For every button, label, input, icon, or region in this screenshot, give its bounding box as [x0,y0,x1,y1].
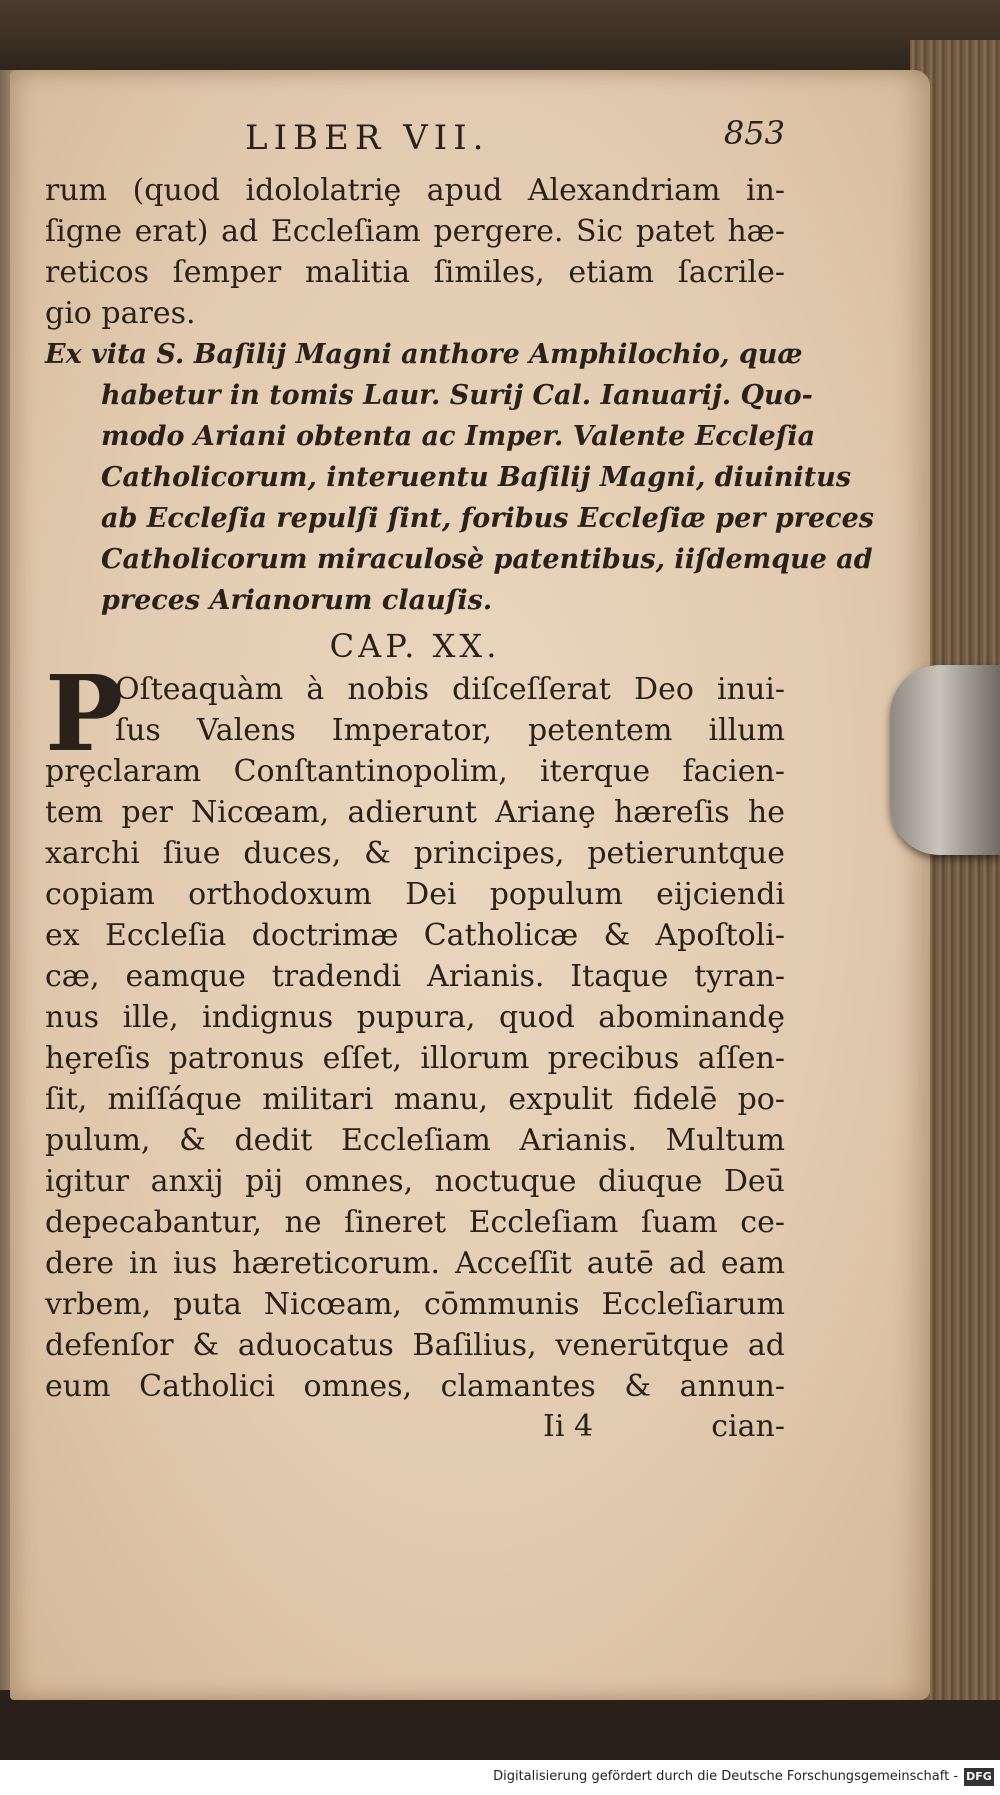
text-line: xarchi ſiue duces, & principes, petieruntque [45,836,785,871]
text-line: eum Catholici omnes, clamantes & annun- [45,1369,785,1404]
main-paragraph [45,652,785,1407]
text-line: Oſteaquàm à nobis diſceſſerat Deo inui- [115,672,785,707]
text-line: ex Eccleſia doctrimæ Catholicæ & Apoſtoli- [45,918,785,953]
text-line: prȩclaram Conſtantinopolim, iterque facien- [45,754,785,789]
text-line: rum (quod idololatriȩ apud Alexandriam in- [45,173,785,208]
page-number: 853 [723,114,785,152]
heading-line: Catholicorum miraculosè patentibus, iiſdemque ad [101,544,873,575]
heading-line: ab Eccleſia repulſi ſint, foribus Eccleſiæ per preces [101,503,874,534]
catchword: cian- [711,1409,785,1444]
opening-paragraph [45,170,785,334]
text-line: defenſor & aduocatus Baſilius, venerūtque ad [45,1328,785,1363]
text-line: ſit, miſſáque militari manu, expulit fidelē po- [45,1082,785,1117]
text-line: depecabantur, ne ſineret Eccleſiam ſuam ce- [45,1205,785,1240]
text-line: pulum, & dedit Eccleſiam Arianis. Multum [45,1123,785,1158]
text-line: igitur anxij pij omnes, noctuque diuque Deū [45,1164,785,1199]
text-line: copiam orthodoxum Dei populum eijciendi [45,877,785,912]
chapter-heading-summary [45,334,874,621]
page-text [45,114,874,1453]
digitization-credit: Digitalisierung gefördert durch die Deutsche Forschungsgemeinschaft - [493,1769,958,1784]
heading-line: Ex vita S. Baſilij Magni anthore Amphilochio, quæ [45,339,803,370]
text-line: tem per Nicœam, adierunt Arianȩ hæreſis he [45,795,785,830]
heading-line: modo Ariani obtenta ac Imper. Valente Eccleſia [101,421,816,452]
text-line: reticos ſemper malitia ſimiles, etiam ſacrile- [45,255,785,290]
drop-capital: P [45,652,124,775]
text-line: ſigne erat) ad Eccleſiam pergere. Sic patet hæ- [45,214,785,249]
text-line: dere in ius hæreticorum. Acceſſit autē ad eam [45,1246,785,1281]
text-line: gio pares. [45,296,196,331]
text-line: cæ, eamque tradendi Arianis. Itaque tyran- [45,959,785,994]
book-top-edge [0,0,1000,75]
running-title: LIBER VII. [245,118,490,158]
chapter-title: CAP. XX. [329,627,501,665]
page-footer [45,1409,785,1453]
text-line: hȩreſis patronus eſſet, illorum precibus aſſen- [45,1041,785,1076]
book-clip [890,665,1000,855]
dfg-logo-icon: DFG [964,1768,994,1786]
credit-bar [0,1760,1000,1795]
signature-mark: Ii 4 [543,1409,594,1444]
text-line: ſus Valens Imperator, petentem illum [115,713,785,748]
heading-line: habetur in tomis Laur. Surij Cal. Ianuarij. Quo- [101,380,813,411]
text-line: vrbem, puta Nicœam, cōmmunis Eccleſiarum [45,1287,785,1322]
page-header [45,114,785,170]
heading-line: Catholicorum, interuentu Baſilij Magni, diuinitus [101,462,852,493]
text-line: nus ille, indignus pupura, quod abominandȩ [45,1000,785,1035]
heading-line: preces Arianorum clauſis. [101,585,493,616]
